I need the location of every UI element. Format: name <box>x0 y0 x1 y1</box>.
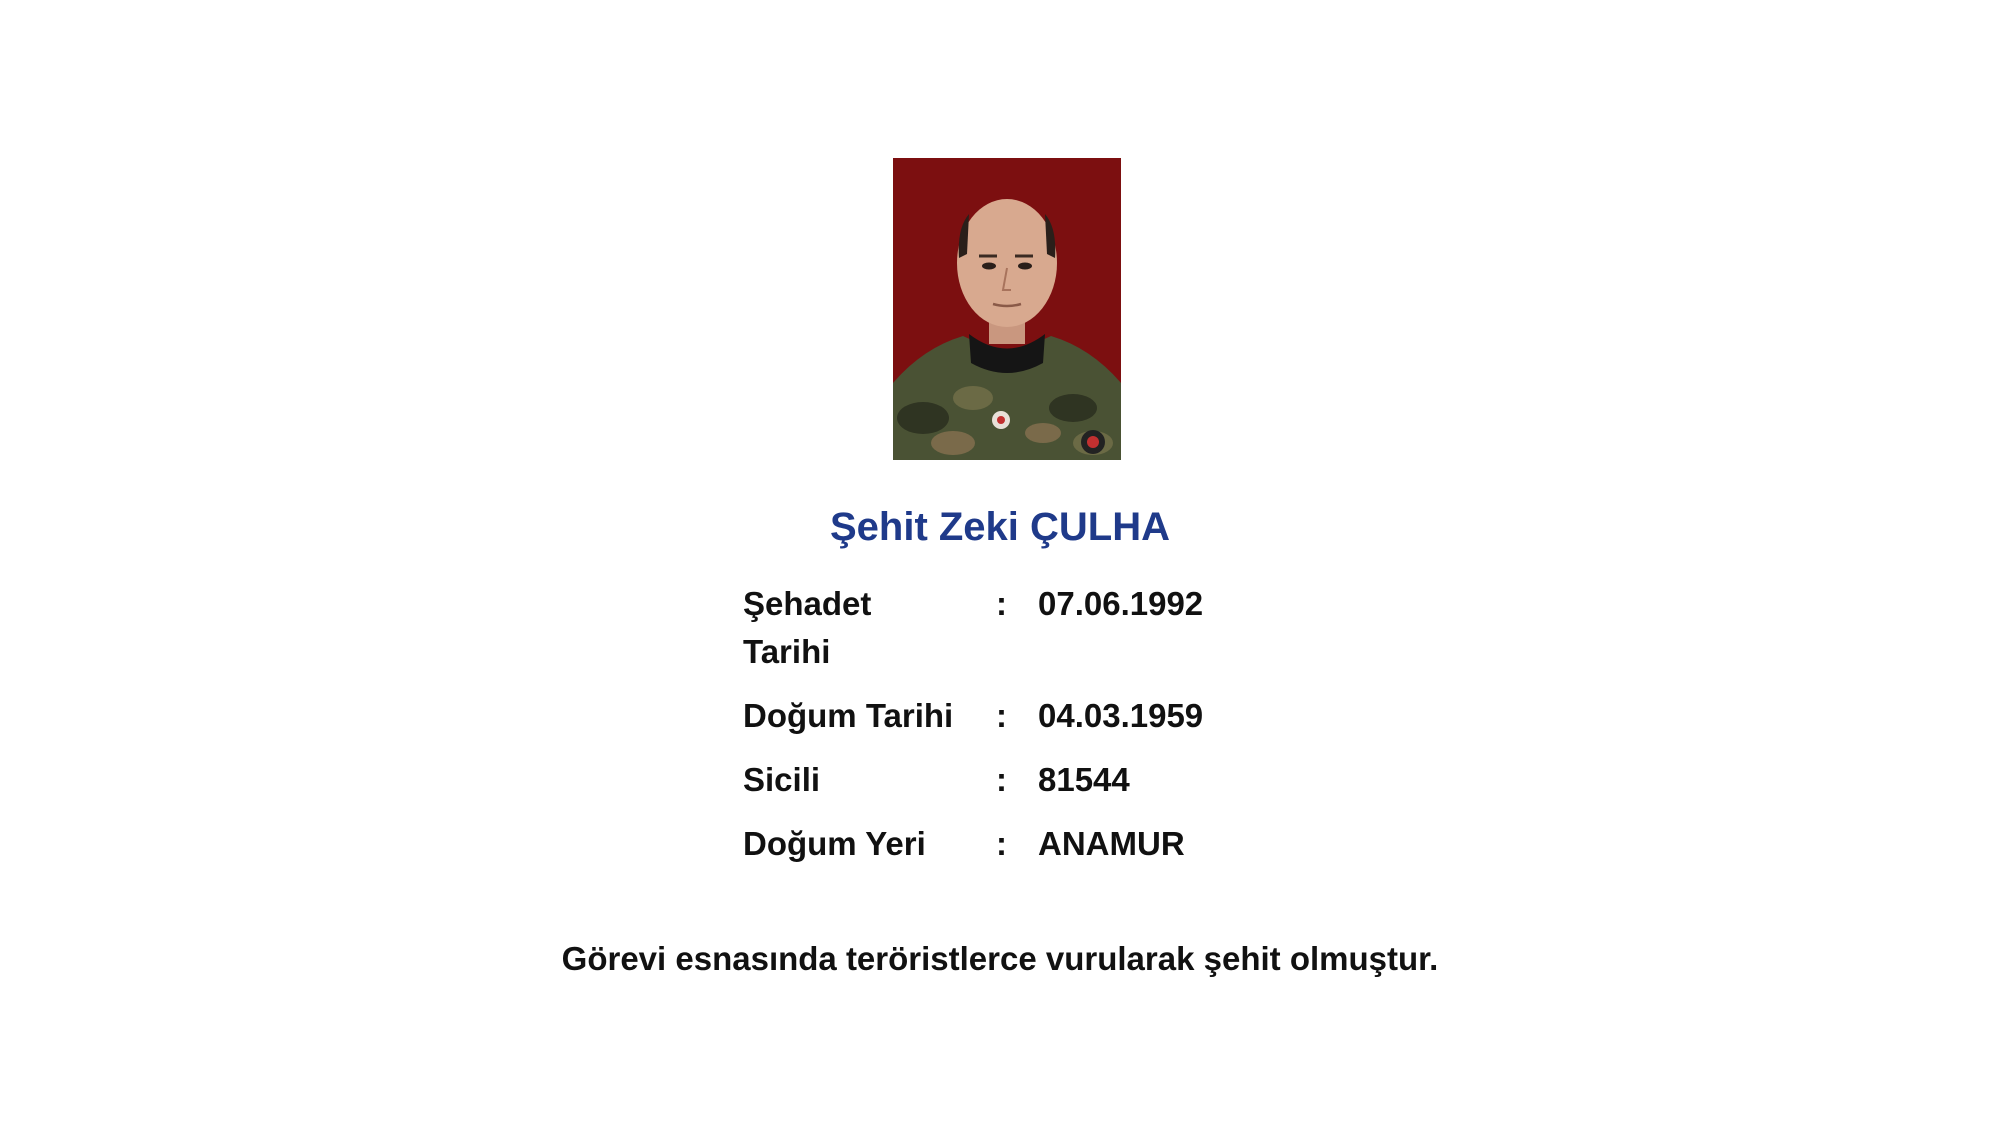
info-value: ANAMUR <box>1038 825 1185 862</box>
info-label: Şehadet Tarihi <box>743 585 872 670</box>
info-row-sehadet-tarihi <box>743 580 1263 676</box>
info-value: 04.03.1959 <box>1038 697 1204 734</box>
info-label: Doğum Yeri <box>743 825 926 862</box>
info-value: 81544 <box>1038 761 1130 798</box>
info-row-sicili <box>743 756 1263 804</box>
info-separator: : <box>996 761 1007 798</box>
info-separator: : <box>996 697 1007 734</box>
page-title: Şehit Zeki ÇULHA <box>829 505 1171 549</box>
portrait-photo <box>893 158 1121 460</box>
info-label: Doğum Tarihi <box>743 697 954 734</box>
info-separator: : <box>996 585 1007 622</box>
description-text: Görevi esnasında teröristlerce vurularak şehit olmuştur. <box>561 940 1439 977</box>
info-row-dogum-yeri <box>743 820 1263 868</box>
portrait-icon <box>893 158 1121 460</box>
info-separator: : <box>996 825 1007 862</box>
info-row-dogum-tarihi <box>743 692 1263 740</box>
info-value: 07.06.1992 <box>1038 585 1204 622</box>
info-label: Sicili <box>743 761 821 798</box>
info-table <box>743 580 1263 884</box>
